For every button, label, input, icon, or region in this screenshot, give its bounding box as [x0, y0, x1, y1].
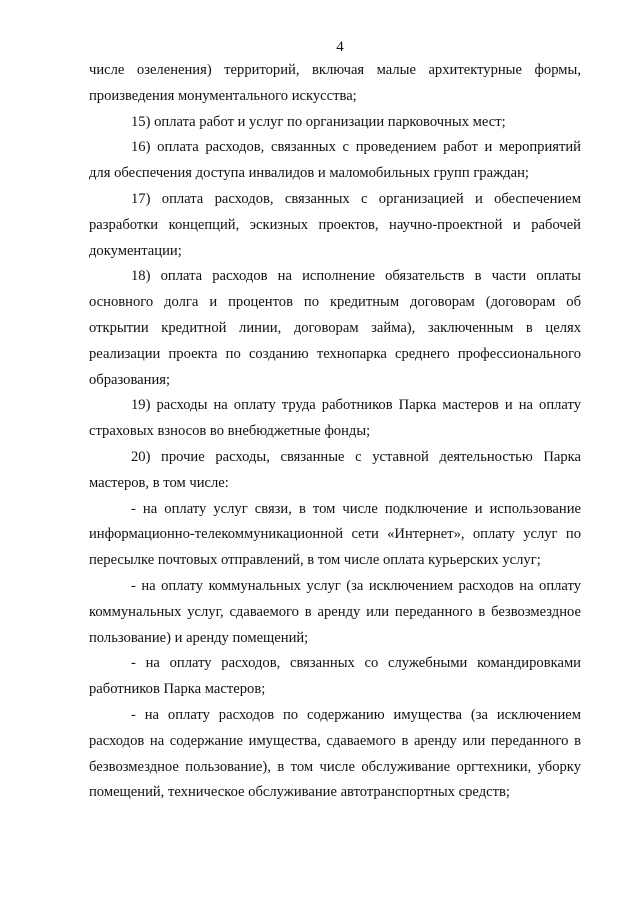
paragraph-item-18: 18) оплата расходов на исполнение обязательств в части оплаты основного долга и процентов по кредитным договорам (договорам об открытии кредитной линии, договорам займа), заключенным в целях реализации проекта по созданию технопарка среднего профессионального образования;: [89, 268, 581, 388]
paragraph-sub-property-maintenance: - на оплату расходов по содержанию имущества (за исключением расходов на содержание имущества, сдаваемого в аренду или переданного в безвозмездное пользование), в том числе обслуживание оргтехники, уборку помещений, техническое обслуживание автотранспортных средств;: [89, 706, 581, 801]
paragraph-item-19: 19) расходы на оплату труда работников Парка мастеров и на оплату страховых взносов во внебюджетные фонды;: [89, 397, 581, 440]
paragraph-item-20: 20) прочие расходы, связанные с уставной деятельностью Парка мастеров, в том числе:: [89, 448, 581, 491]
document-body: [89, 58, 581, 806]
paragraph-continuation: числе озеленения) территорий, включая малые архитектурные формы, произведения монументального искусства;: [89, 62, 581, 104]
paragraph-sub-utilities: - на оплату коммунальных услуг (за исключением расходов на оплату коммунальных услуг, сдаваемого в аренду или переданного в безвозмездное пользование) и аренду помещений;: [89, 577, 581, 646]
paragraph-item-15: 15) оплата работ и услуг по организации парковочных мест;: [131, 113, 506, 130]
paragraph-item-16: 16) оплата расходов, связанных с проведением работ и мероприятий для обеспечения доступа инвалидов и маломобильных групп граждан;: [89, 139, 581, 182]
page-number: 4: [336, 39, 344, 55]
paragraph-sub-business-trips: - на оплату расходов, связанных со служебными командировками работников Парка мастеров;: [89, 655, 581, 698]
paragraph-sub-communications: - на оплату услуг связи, в том числе подключение и использование информационно-телекоммуникационной сети «Интернет», оплату услуг по пересылке почтовых отправлений, в том числе оплата курьерских услуг;: [89, 500, 581, 569]
paragraph-item-17: 17) оплата расходов, связанных с организацией и обеспечением разработки концепций, эскизных проектов, научно-проектной и рабочей документации;: [89, 190, 581, 259]
